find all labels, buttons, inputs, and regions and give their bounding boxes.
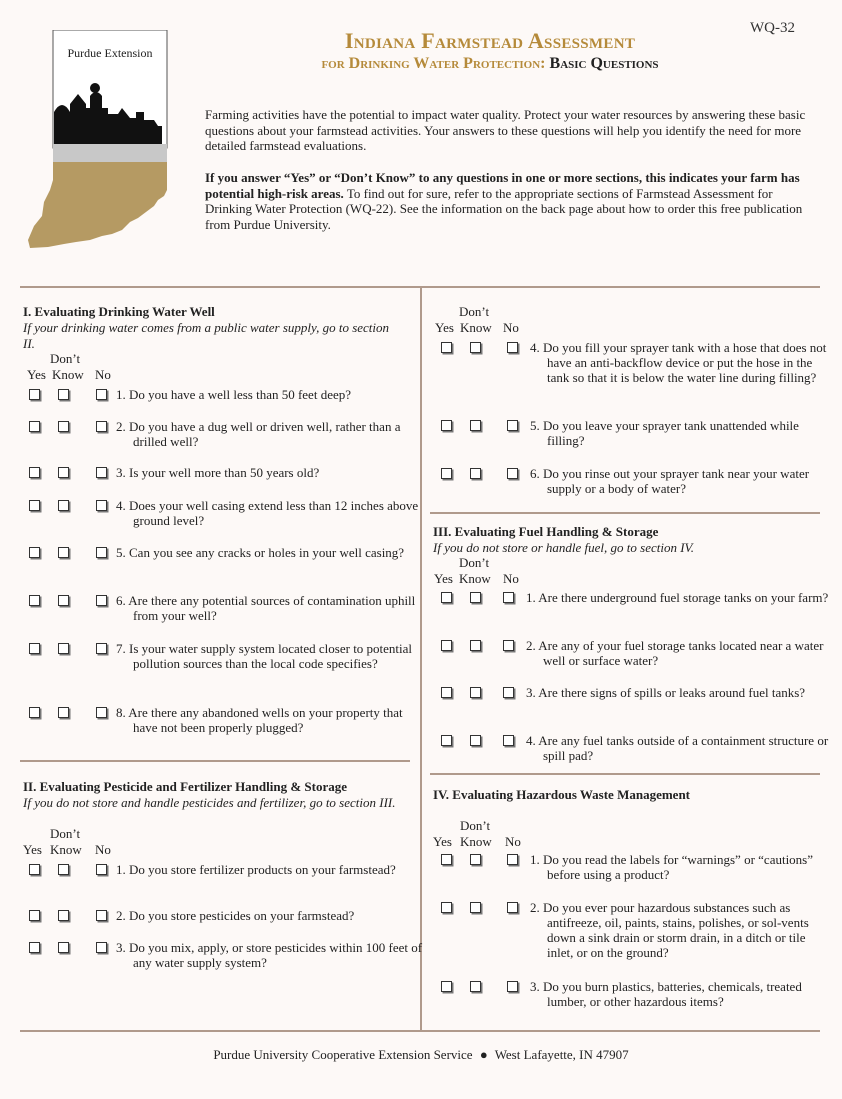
checkbox-dont-know[interactable] — [58, 389, 69, 400]
checkbox-yes[interactable] — [29, 500, 40, 511]
footer-right: West Lafayette, IN 47907 — [494, 1047, 629, 1062]
checkbox-dont-know[interactable] — [470, 735, 481, 746]
checkbox-dont-know[interactable] — [58, 910, 69, 921]
checkbox-dont-know[interactable] — [58, 643, 69, 654]
footer — [0, 1047, 842, 1063]
checkbox-no[interactable] — [507, 902, 518, 913]
question-text: 6. Are there any potential sources of contamination uphill from your well? — [116, 593, 416, 623]
question-text: 2. Do you have a dug well or driven well, rather than a drilled well? — [116, 419, 401, 449]
checkbox-yes[interactable] — [441, 420, 452, 431]
checkbox-yes[interactable] — [29, 643, 40, 654]
intro-paragraph-2-bold: If you answer “Yes” or “Don’t Know” to any questions in one or more sections, this indicates your farm has potential high-risk areas. — [205, 170, 800, 201]
checkbox-no[interactable] — [96, 643, 107, 654]
page-title: Indiana Farmstead Assessment — [344, 28, 636, 53]
col-no: No — [505, 834, 521, 849]
section-title: IV. Evaluating Hazardous Waste Management — [433, 787, 691, 802]
checkbox-no[interactable] — [507, 981, 518, 992]
checkbox-yes[interactable] — [29, 421, 40, 432]
logo-label: Purdue Extension — [67, 46, 153, 60]
checkbox-dont-know[interactable] — [470, 342, 481, 353]
col-dont: Don’t — [460, 818, 491, 833]
section-divider-right-2 — [430, 773, 820, 775]
col-dont: Don’t — [459, 304, 490, 319]
question-text: 4. Do you fill your sprayer tank with a hose that does not have an anti-backflow device or put the hose in the tank so that it is below the water line during filling? — [530, 340, 827, 385]
question-text: 1. Do you have a well less than 50 feet deep? — [116, 387, 352, 402]
checkbox-no[interactable] — [96, 467, 107, 478]
question-text: 1. Are there underground fuel storage tanks on your farm? — [526, 590, 829, 605]
col-no: No — [503, 320, 519, 335]
col-yes: Yes — [434, 571, 453, 586]
checkbox-yes[interactable] — [441, 687, 452, 698]
checkbox-yes[interactable] — [29, 595, 40, 606]
intro-paragraph-2-rest: To find out for sure, refer to the appropriate sections of Farmstead Assessment for Drinking Water Protection (WQ-22). See the information on the back page about how to order this free publication from Purdue University. — [205, 185, 803, 232]
checkbox-yes[interactable] — [29, 389, 40, 400]
intro-paragraph-1: Farming activities have the potential to impact water quality. Protect your water resources by answering these basic questions about your farmstead activities. Your answers to these questions will help you identify the need for more detailed farmstead evaluations. — [205, 107, 806, 153]
bullet-icon: ● — [479, 1047, 488, 1062]
section-title: II. Evaluating Pesticide and Fertilizer Handling & Storage — [23, 779, 348, 794]
checkbox-no[interactable] — [96, 595, 107, 606]
checkbox-yes[interactable] — [29, 547, 40, 558]
col-know: Know — [52, 367, 84, 382]
subtitle-part-2: Basic Questions — [549, 55, 659, 72]
checkbox-dont-know[interactable] — [470, 592, 481, 603]
col-yes: Yes — [27, 367, 46, 382]
checkbox-yes[interactable] — [441, 592, 452, 603]
bottom-divider — [20, 1030, 820, 1032]
checkbox-no[interactable] — [96, 500, 107, 511]
checkbox-yes[interactable] — [441, 854, 452, 865]
checkbox-yes[interactable] — [441, 981, 452, 992]
question-text: 5. Can you see any cracks or holes in your well casing? — [116, 545, 405, 560]
checkbox-no[interactable] — [96, 942, 107, 953]
checkbox-yes[interactable] — [441, 342, 452, 353]
section-note: If your drinking water comes from a public water supply, go to section II. — [23, 320, 390, 351]
document-code: WQ-32 — [750, 20, 795, 36]
col-know: Know — [460, 834, 492, 849]
checkbox-dont-know[interactable] — [470, 468, 481, 479]
checkbox-no[interactable] — [96, 707, 107, 718]
question-text: 2. Do you store pesticides on your farmstead? — [116, 908, 355, 923]
question-text: 1. Do you store fertilizer products on your farmstead? — [116, 862, 396, 877]
checkbox-dont-know[interactable] — [58, 707, 69, 718]
col-no: No — [95, 367, 111, 382]
checkbox-dont-know[interactable] — [470, 854, 481, 865]
checkbox-no[interactable] — [507, 420, 518, 431]
col-dont: Don’t — [50, 826, 81, 841]
checkbox-no[interactable] — [96, 864, 107, 875]
col-yes: Yes — [433, 834, 452, 849]
intro-paragraph-2 — [205, 170, 815, 232]
checkbox-yes[interactable] — [29, 707, 40, 718]
question-text: 3. Do you burn plastics, batteries, chemicals, treated lumber, or other hazardous items? — [530, 979, 802, 1009]
checkbox-dont-know[interactable] — [470, 902, 481, 913]
question-text: 6. Do you rinse out your sprayer tank near your water supply or a body of water? — [530, 466, 810, 496]
checkbox-yes[interactable] — [29, 467, 40, 478]
checkbox-dont-know[interactable] — [58, 547, 69, 558]
checkbox-dont-know[interactable] — [58, 942, 69, 953]
checkbox-no[interactable] — [507, 342, 518, 353]
checkbox-dont-know[interactable] — [58, 421, 69, 432]
section-divider-right-1 — [430, 512, 820, 514]
checkbox-yes[interactable] — [29, 942, 40, 953]
indiana-farm-logo — [26, 30, 170, 250]
section-title: III. Evaluating Fuel Handling & Storage — [433, 524, 659, 539]
checkbox-dont-know[interactable] — [58, 467, 69, 478]
question-text: 3. Are there signs of spills or leaks around fuel tanks? — [526, 685, 806, 700]
question-text: 7. Is your water supply system located closer to potential pollution sources than the local code specifies? — [116, 641, 413, 671]
checkbox-dont-know[interactable] — [58, 595, 69, 606]
checkbox-no[interactable] — [503, 735, 514, 746]
col-know: Know — [460, 320, 492, 335]
checkbox-dont-know[interactable] — [58, 500, 69, 511]
checkbox-yes[interactable] — [441, 735, 452, 746]
checkbox-yes[interactable] — [29, 910, 40, 921]
col-no: No — [95, 842, 111, 857]
question-text: 8. Are there any abandoned wells on your property that have not been properly plugged? — [116, 705, 403, 735]
checkbox-dont-know[interactable] — [470, 640, 481, 651]
checkbox-no[interactable] — [96, 910, 107, 921]
question-text: 3. Is your well more than 50 years old? — [116, 465, 320, 480]
question-text: 1. Do you read the labels for “warnings” or “cautions” before using a product? — [530, 852, 814, 882]
col-dont: Don’t — [459, 555, 490, 570]
col-know: Know — [50, 842, 82, 857]
footer-left: Purdue University Cooperative Extension Service — [213, 1047, 473, 1062]
checkbox-dont-know[interactable] — [470, 420, 481, 431]
col-yes: Yes — [435, 320, 454, 335]
col-know: Know — [459, 571, 491, 586]
section-note: If you do not store or handle fuel, go to section IV. — [433, 540, 695, 555]
col-dont: Don’t — [50, 351, 81, 366]
checkbox-no[interactable] — [96, 547, 107, 558]
checkbox-yes[interactable] — [441, 468, 452, 479]
page-subtitle — [200, 55, 780, 73]
question-text: 2. Do you ever pour hazardous substances such as antifreeze, oil, paints, stains, polishes, or sol-vents down a sink drain or storm drain, in a ditch or tile inlet, or on the ground? — [530, 900, 809, 960]
question-text: 5. Do you leave your sprayer tank unattended while filling? — [530, 418, 799, 448]
checkbox-dont-know[interactable] — [470, 687, 481, 698]
checkbox-yes[interactable] — [29, 864, 40, 875]
question-text: 4. Does your well casing extend less than 12 inches above ground level? — [116, 498, 419, 528]
section-title: I. Evaluating Drinking Water Well — [23, 304, 215, 319]
checkbox-yes[interactable] — [441, 902, 452, 913]
section-divider-left — [20, 760, 410, 762]
checkbox-no[interactable] — [503, 592, 514, 603]
checkbox-no[interactable] — [503, 640, 514, 651]
checkbox-no[interactable] — [507, 854, 518, 865]
checkbox-no[interactable] — [507, 468, 518, 479]
question-text: 2. Are any of your fuel storage tanks located near a water well or surface water? — [526, 638, 824, 668]
col-yes: Yes — [23, 842, 42, 857]
question-text: 4. Are any fuel tanks outside of a containment structure or spill pad? — [526, 733, 829, 763]
checkbox-no[interactable] — [503, 687, 514, 698]
section-note: If you do not store and handle pesticides and fertilizer, go to section III. — [23, 795, 396, 810]
checkbox-dont-know[interactable] — [470, 981, 481, 992]
checkbox-no[interactable] — [96, 389, 107, 400]
col-no: No — [503, 571, 519, 586]
checkbox-yes[interactable] — [441, 640, 452, 651]
checkbox-dont-know[interactable] — [58, 864, 69, 875]
subtitle-part-1: for Drinking Water Protection: — [321, 55, 546, 72]
checkbox-no[interactable] — [96, 421, 107, 432]
question-text: 3. Do you mix, apply, or store pesticides within 100 feet of any water supply system? — [116, 940, 423, 970]
